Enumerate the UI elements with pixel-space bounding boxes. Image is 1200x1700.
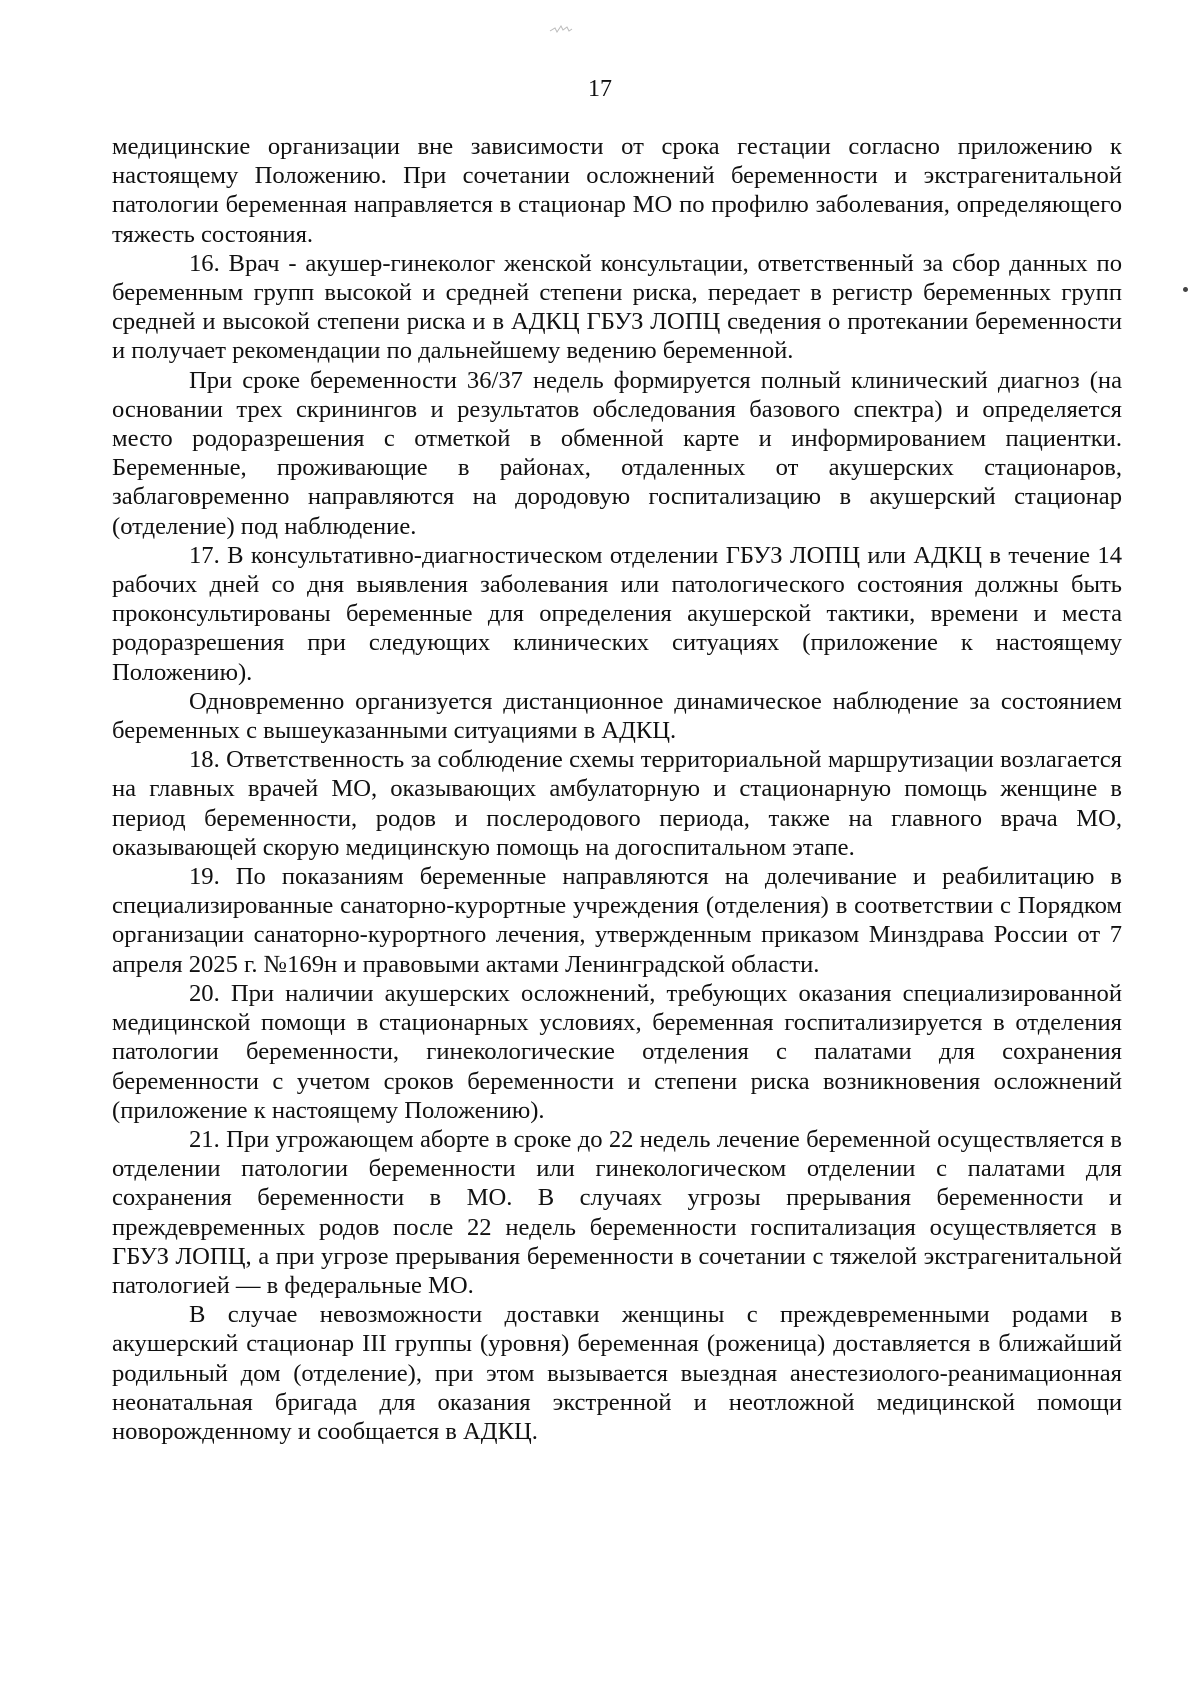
paragraph-16-diagnosis: При сроке беременности 36/37 недель формируется полный клинический диагноз (на основании трех скринингов и результатов обследования базового спектра) и определяется место родоразрешения с отметкой в обменной карте и информированием пациентки. Беременные, проживающие в районах, отдаленных от акушерских стационаров, заблаговременно направляются на дородовую госпитализацию в акушерский стационар (отделение) под наблюдение. bbox=[112, 366, 1122, 540]
page-number: 17 bbox=[588, 76, 612, 102]
paragraph-21-delivery: В случае невозможности доставки женщины с преждевременными родами в акушерский стационар III группы (уровня) беременная (роженица) доставляется в ближайший родильный дом (отделение), при этом вызывается выездная анестезиолого-реанимационная неонатальная бригада для оказания экстренной и неотложной медицинской помощи новорожденному и сообщается в АДКЦ. bbox=[112, 1301, 1122, 1445]
scan-artifact bbox=[546, 22, 576, 36]
paragraph-continuation: медицинские организации вне зависимости от срока гестации согласно приложению к настоящему Положению. При сочетании осложнений беременности и экстрагенитальной патологии беременная направляется в стационар МО по профилю заболевания, определяющего тяжесть состояния. bbox=[112, 133, 1122, 248]
paragraph-17: 17. В консультативно-диагностическом отделении ГБУЗ ЛОПЦ или АДКЦ в течение 14 рабочих дней со дня выявления заболевания или патологического состояния должны быть проконсультированы беременные для определения акушерской тактики, времени и места родоразрешения при следующих клинических ситуациях (приложение к настоящему Положению). bbox=[112, 541, 1122, 686]
paragraph-21: 21. При угрожающем аборте в сроке до 22 недель лечение беременной осуществляется в отделении патологии беременности или гинекологическом отделении с палатами для сохранения беременности в МО. В случаях угрозы прерывания беременности и преждевременных родов после 22 недель беременности госпитализация осуществляется в ГБУЗ ЛОПЦ, а при угрозе прерывания беременности в сочетании с тяжелой экстрагенитальной патологией — в федеральные МО. bbox=[112, 1125, 1122, 1299]
paragraph-16: 16. Врач - акушер-гинеколог женской консультации, ответственный за сбор данных по беременным групп высокой и средней степени риска, передает в регистр беременных групп средней и высокой степени риска и в АДКЦ ГБУЗ ЛОПЦ сведения о протекании беременности и получает рекомендации по дальнейшему ведению беременной. bbox=[112, 249, 1122, 365]
paragraph-20: 20. При наличии акушерских осложнений, требующих оказания специализированной медицинской помощи в стационарных условиях, беременная госпитализируется в отделения патологии беременности, гинекологические отделения с палатами для сохранения беременности с учетом сроков беременности и степени риска возникновения осложнений (приложение к настоящему Положению). bbox=[112, 979, 1122, 1124]
document-body bbox=[112, 132, 1122, 1446]
paragraph-18: 18. Ответственность за соблюдение схемы территориальной маршрутизации возлагается на главных врачей МО, оказывающих амбулаторную и стационарную помощь женщине в период беременности, родов и послеродового периода, также на главного врача МО, оказывающей скорую медицинскую помощь на догоспитальном этапе. bbox=[112, 746, 1122, 861]
paragraph-19: 19. По показаниям беременные направляются на долечивание и реабилитацию в специализированные санаторно-курортные учреждения (отделения) в соответствии с Порядком организации санаторно-курортного лечения, утвержденным приказом Минздрава России от 7 апреля 2025 г. №169н и правовыми актами Ленинградской области. bbox=[112, 863, 1122, 978]
paragraph-17-monitoring: Одновременно организуется дистанционное динамическое наблюдение за состоянием беременных с вышеуказанными ситуациями в АДКЦ. bbox=[112, 687, 1122, 745]
margin-mark bbox=[1183, 287, 1188, 292]
